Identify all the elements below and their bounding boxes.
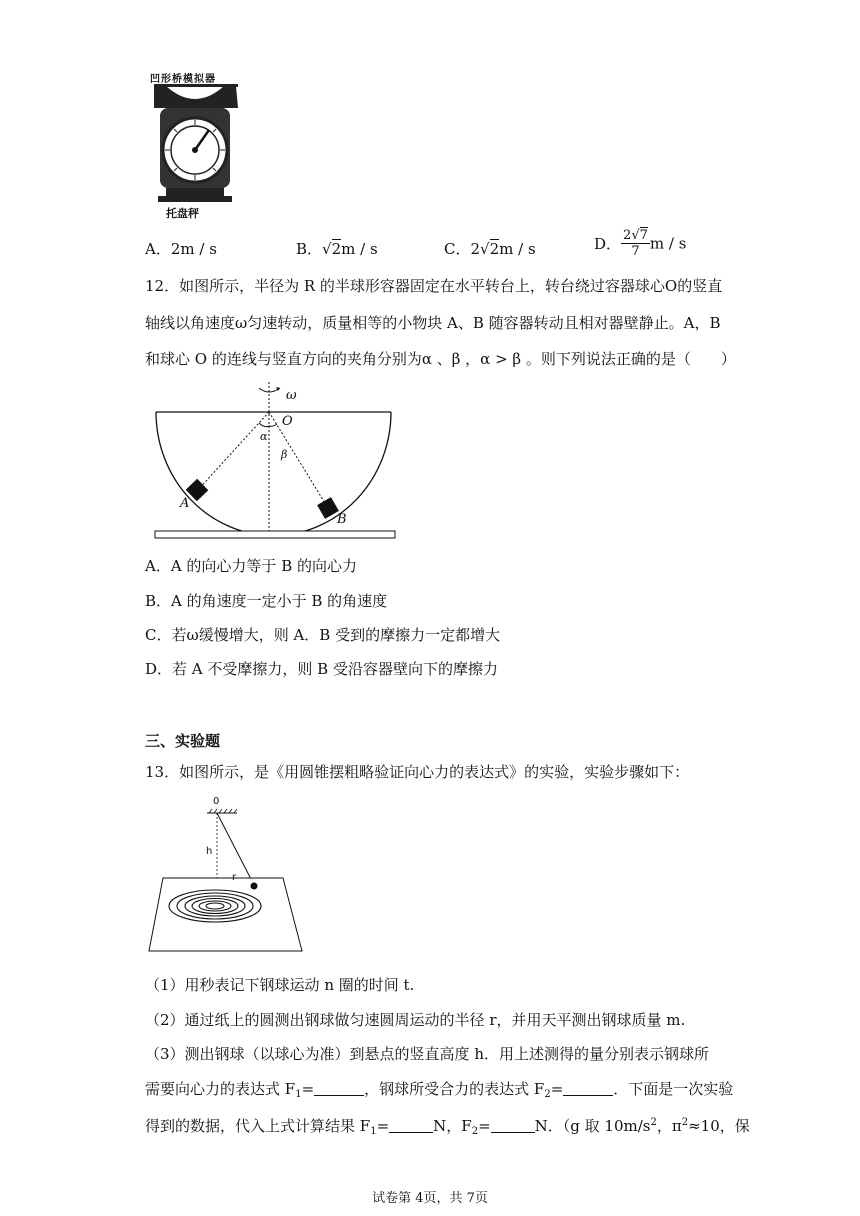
q11-option-d-label: D． (594, 235, 622, 253)
q11-option-c-radicand: 2 (489, 240, 500, 258)
q12-option-b: B．A 的角速度一定小于 B 的角速度 (145, 592, 388, 610)
q11-option-d (594, 228, 686, 259)
bowl-alpha-label: α (260, 430, 268, 443)
bowl-beta-label: β (281, 448, 288, 461)
answer-blank-f2-value[interactable] (491, 1118, 535, 1133)
q13-g-value: N．（g 取 10m/s (534, 1117, 651, 1135)
answer-blank-f1-value[interactable] (389, 1118, 433, 1133)
q13-result-mid: N，F (433, 1117, 472, 1135)
figure-concave-bridge-scale (148, 72, 243, 220)
f2-subscript: 2 (544, 1089, 551, 1100)
sqrt-sign-icon: √ (631, 228, 640, 243)
q11-option-d-den: 7 (631, 244, 640, 259)
sqrt-sign-icon: √ (322, 240, 332, 258)
q11-option-a (145, 238, 217, 259)
scale-drawing (148, 72, 243, 220)
bowl-omega-label: ω (286, 388, 297, 403)
q13-intro: 13．如图所示，是《用圆锥摆粗略验证向心力的表达式》的实验，实验步骤如下： (145, 763, 690, 781)
q12-option-d: D．若 A 不受摩擦力，则 B 受沿容器壁向下的摩擦力 (145, 660, 498, 678)
f2-subscript: 2 (471, 1126, 479, 1137)
q13-step-2: （2）通过纸上的圆测出钢球做匀速圆周运动的半径 r，并用天平测出钢球质量 m. (145, 1011, 686, 1029)
q11-option-d-unit: m / s (649, 234, 687, 253)
figure-conical-pendulum (145, 796, 305, 956)
q12-line-2: 轴线以角速度ω匀速转动，质量相等的小物块 A、B 随容器转动且相对器壁静止。A，B (145, 314, 721, 332)
q12-line-1: 12．如图所示，半径为 R 的半球形容器固定在水平转台上，转台绕过容器球心O的竖直 (145, 277, 723, 295)
q13-pi-prefix: ，π (656, 1117, 682, 1135)
g-exponent: 2 (650, 1117, 657, 1128)
q11-option-c-coef: 2 (470, 240, 481, 258)
q13-f1-prefix: 需要向心力的表达式 F (145, 1080, 296, 1098)
q13-step-3-line-3: 得到的数据，代入上式计算结果 $F_1= N$，$F_2= N$．（g 取 $10m/s^2$，$\pi^2\approx 10$，保 (145, 1117, 750, 1137)
figure-hemispherical-bowl (150, 378, 400, 543)
bowl-block-b-label: B (337, 512, 347, 527)
pendulum-radius-label: r (232, 872, 237, 883)
q13-step-3-line-2: 需要向心力的表达式 $F_1=$ ，钢球所受合力的表达式 $F_2=$ ．下面是一次实验 (145, 1080, 734, 1100)
answer-blank-f2-expr[interactable] (563, 1081, 613, 1096)
sqrt-sign-icon: √ (480, 240, 490, 258)
answer-blank-f1-expr[interactable] (314, 1081, 364, 1096)
pendulum-pivot-label: 0 (213, 796, 220, 807)
q11-option-c-label: C． (444, 240, 471, 258)
bowl-block-a-label: A (180, 496, 190, 511)
pendulum-drawing (145, 796, 305, 956)
page-footer: 试卷第 4页，共 7页 (372, 1191, 488, 1206)
q12-option-c: C．若ω缓慢增大，则 A．B 受到的摩擦力一定都增大 (145, 626, 501, 644)
pi-exponent: 2 (681, 1117, 689, 1128)
figure1-bottom-label: 托盘秤 (166, 207, 199, 220)
q11-option-d-fraction (621, 228, 650, 259)
q11-option-b-radicand: 2 (331, 240, 342, 258)
q11-option-b-label: B． (296, 240, 323, 258)
f1-subscript: 1 (295, 1089, 302, 1100)
q13-step-3-line-1: （3）测出钢球（以球心为准）到悬点的竖直高度 h．用上述测得的量分别表示钢球所 (145, 1045, 709, 1063)
f1-subscript: 1 (370, 1126, 377, 1137)
q12-option-a: A．A 的向心力等于 B 的向心力 (145, 557, 357, 575)
bowl-drawing (150, 378, 400, 543)
bowl-center-label: O (282, 414, 293, 429)
figure1-top-label: 凹形桥模拟器 (150, 74, 216, 85)
q11-option-c-unit: m / s (499, 240, 536, 258)
pendulum-height-label: h (206, 846, 213, 857)
q11-option-a-value: 2m / s (170, 240, 217, 258)
q11-option-d-num-coef: 2 (623, 228, 632, 243)
q13-step-1: （1）用秒表记下钢球运动 n 圈的时间 t. (145, 976, 415, 994)
q13-pi-suffix: ≈10，保 (688, 1117, 750, 1135)
q13-line2-suffix: ．下面是一次实验 (613, 1080, 734, 1098)
q13-result-prefix: 得到的数据，代入上式计算结果 F (145, 1117, 371, 1135)
q13-f2-prefix: ，钢球所受合力的表达式 F (364, 1080, 545, 1098)
section-title: 三、实验题 (145, 732, 221, 750)
q11-option-b (296, 238, 378, 259)
q11-option-d-num-radicand: 7 (639, 228, 648, 243)
q11-option-a-label: A． (145, 240, 171, 258)
q11-option-b-unit: m / s (341, 240, 378, 258)
q11-option-c (444, 238, 536, 259)
q12-line-3: 和球心 O 的连线与竖直方向的夹角分别为α 、β ，α > β 。则下列说法正确的是（ ） (145, 350, 736, 368)
